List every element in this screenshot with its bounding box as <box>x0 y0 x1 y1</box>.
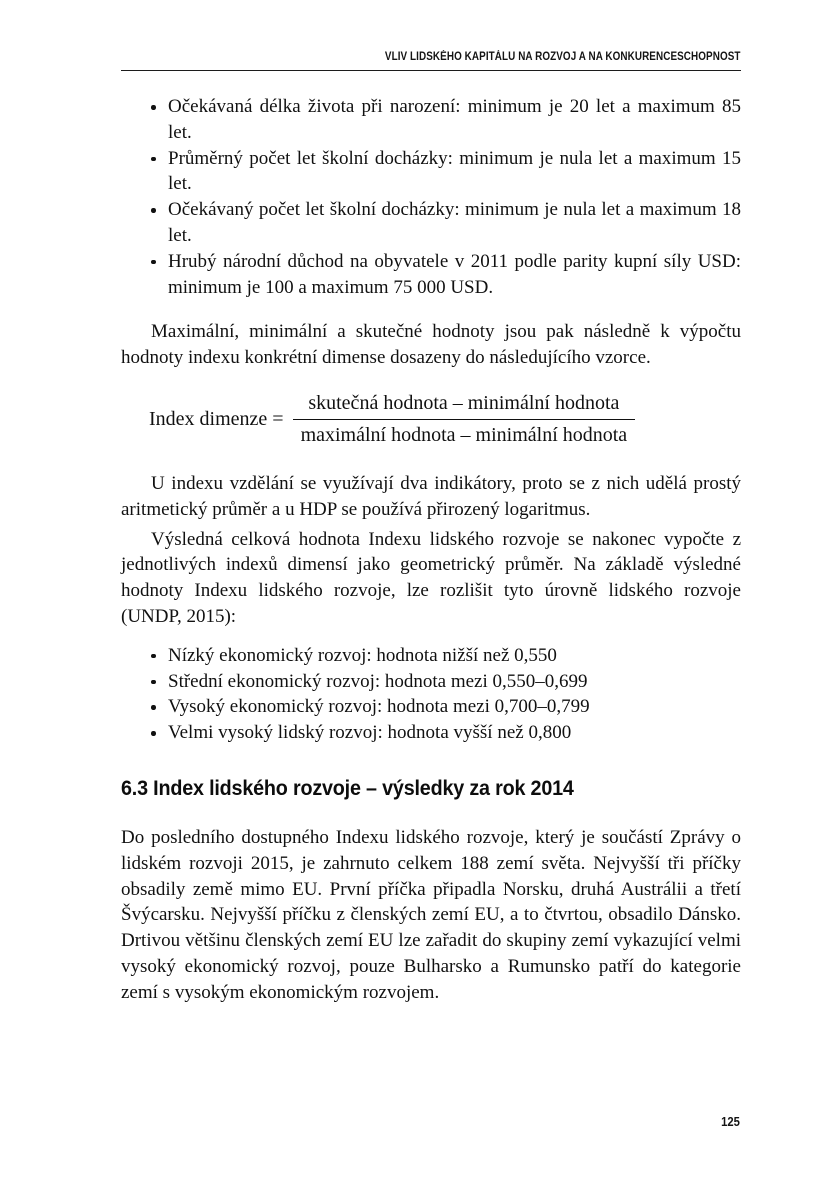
list-item: Očekávaný počet let školní docházky: minimum je nula let a maximum 18 let. <box>168 197 741 249</box>
page-content <box>121 0 741 1006</box>
paragraph-formula-intro: Maximální, minimální a skutečné hodnoty jsou pak následně k výpočtu hodnoty indexu konkrétní dimense dosazeny do následujícího vzorce. <box>121 321 741 369</box>
running-header-title: VLIV LIDSKÉHO KAPITÁLU NA ROZVOJ A NA KONKURENCESCHOPNOST <box>385 51 741 63</box>
section-heading: 6.3 Index lidského rozvoje – výsledky za rok 2014 <box>121 776 574 800</box>
running-header <box>121 47 741 71</box>
list-item: Střední ekonomický rozvoj: hodnota mezi 0,550–0,699 <box>168 669 741 695</box>
list-item: Velmi vysoký lidský rozvoj: hodnota vyšší než 0,800 <box>168 720 741 746</box>
page-number: 125 <box>721 1115 740 1129</box>
formula-denominator: maximální hodnota – minimální hodnota <box>300 423 628 446</box>
paragraph-results-2014: Do posledního dostupného Indexu lidského rozvoje, který je součástí Zprávy o lidském rozvoji 2015, je zahrnuto celkem 188 zemí světa. Nejvyšší tři příčky obsadily země mimo EU. První příčka připadla Norsku, druhá Austrálii a třetí Švýcarsku. Nejvyšší příčku z členských zemí EU, a to čtvrtou, obsadilo Dánsko. Drtivou většinu členských zemí EU lze zařadit do skupiny zemí vykazující velmi vysoký ekonomický rozvoj, pouze Bulharsko a Rumunsko patří do kategorie zemí s vysokým ekonomickým rozvojem. <box>121 826 741 1003</box>
formula-numerator: skutečná hodnota – minimální hodnota <box>293 392 636 420</box>
list-item: Očekávaná délka života při narození: minimum je 20 let a maximum 85 let. <box>168 94 741 146</box>
formula-lhs: Index dimenze = <box>149 407 284 430</box>
list-item: Nízký ekonomický rozvoj: hodnota nižší než 0,550 <box>168 643 741 669</box>
hdi-dimension-limits-list <box>121 94 741 300</box>
list-item: Hrubý národní důchod na obyvatele v 2011 podle parity kupní síly USD: minimum je 100 a maximum 75 000 USD. <box>168 249 741 301</box>
paragraph-education-index: U indexu vzdělání se využívají dva indikátory, proto se z nich udělá prostý aritmetický průměr a u HDP se používá přirozený logaritmus. <box>121 472 741 520</box>
list-item: Vysoký ekonomický rozvoj: hodnota mezi 0,700–0,799 <box>168 694 741 720</box>
index-dimension-formula <box>149 392 741 447</box>
formula-fraction <box>293 392 636 447</box>
paragraph-final-value: Výsledná celková hodnota Indexu lidského rozvoje se nakonec vypočte z jednotlivých indexů dimensí jako geometrický průměr. Na základě výsledné hodnoty Indexu lidského rozvoje, lze rozlišit tyto úrovně lidského rozvoje (UNDP, 2015): <box>121 528 741 627</box>
hdi-levels-list <box>121 643 741 746</box>
list-item: Průměrný počet let školní docházky: minimum je nula let a maximum 15 let. <box>168 146 741 198</box>
